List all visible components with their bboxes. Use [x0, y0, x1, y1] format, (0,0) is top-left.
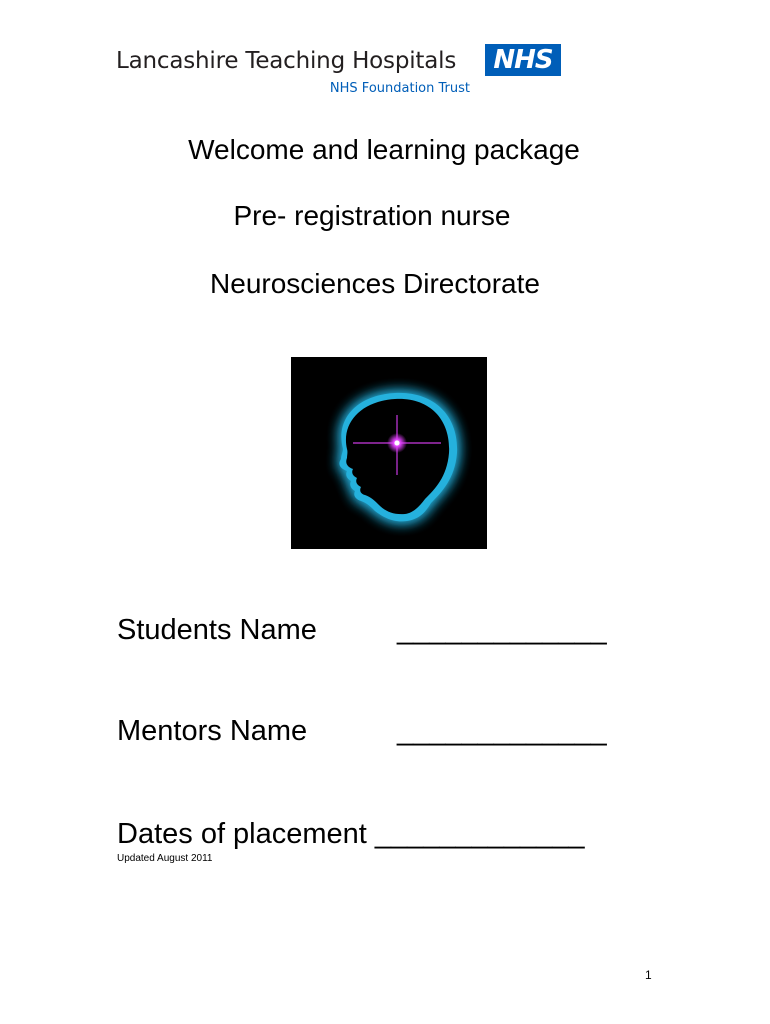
students-name-label: Students Name [117, 614, 317, 646]
nhs-logo [485, 44, 561, 76]
glowing-head-profile-icon [291, 357, 487, 549]
page-number: 1 [645, 968, 652, 982]
directorate-title: Neurosciences Directorate [210, 268, 540, 299]
document-title: Welcome and learning package [188, 134, 580, 165]
students-name-field [117, 614, 607, 647]
placement-dates-field [117, 818, 585, 851]
mentors-name-blank[interactable]: _____________ [397, 715, 607, 747]
placement-dates-blank[interactable]: _____________ [374, 818, 585, 850]
document-subtitle: Pre- registration nurse [233, 200, 511, 231]
placement-dates-label: Dates of placement [117, 818, 367, 850]
mentors-name-label: Mentors Name [117, 715, 308, 747]
organisation-name: Lancashire Teaching Hospitals [116, 48, 457, 74]
trust-name: NHS Foundation Trust [329, 81, 470, 96]
students-name-blank[interactable]: _____________ [397, 614, 607, 646]
updated-date-note: Updated August 2011 [117, 853, 213, 864]
nhs-logo-text: NHS [493, 45, 553, 75]
mentors-name-field [117, 715, 607, 748]
